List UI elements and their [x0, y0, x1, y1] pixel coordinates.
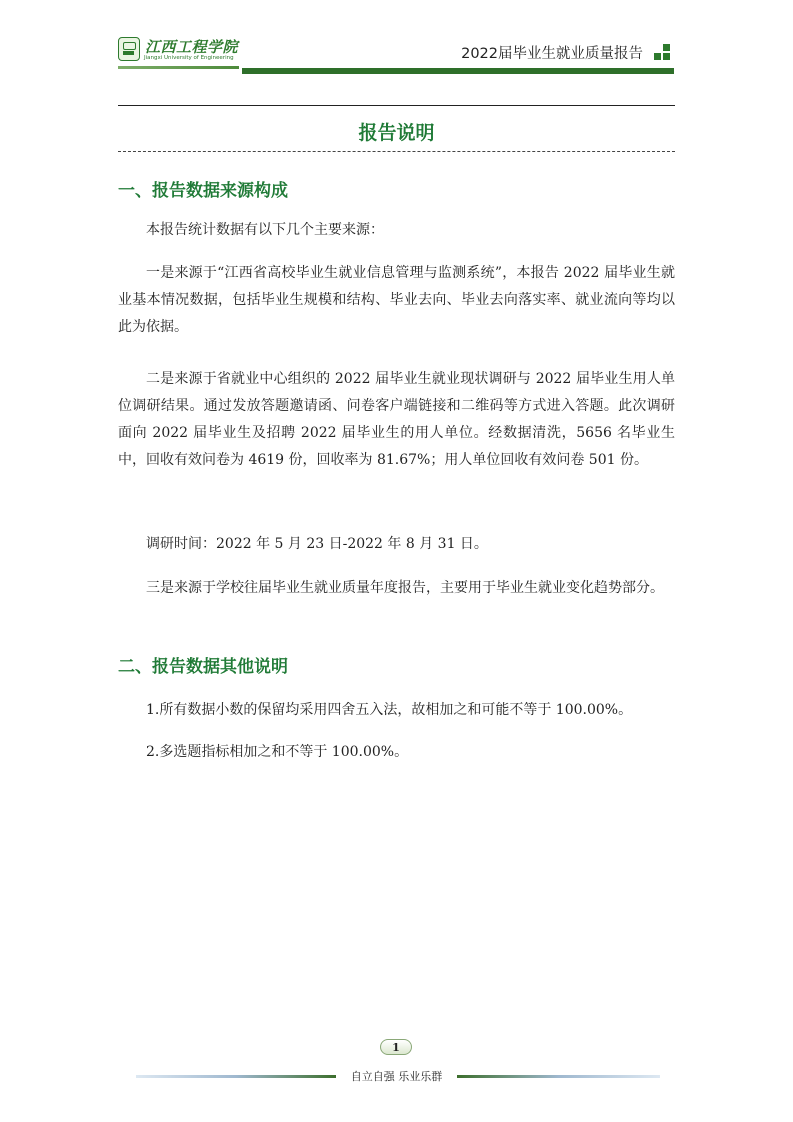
title-rule-dashed	[118, 151, 675, 152]
section-heading-data-sources: 一、报告数据来源构成	[118, 181, 288, 201]
footer-divider-left	[136, 1075, 336, 1078]
paragraph: 本报告统计数据有以下几个主要来源：	[146, 222, 384, 238]
university-logo	[118, 36, 239, 66]
title-rule-top	[118, 105, 675, 106]
paragraph: 调研时间：2022 年 5 月 23 日-2022 年 8 月 31 日。	[146, 536, 488, 552]
paragraph: 二是来源于省就业中心组织的 2022 届毕业生就业现状调研与 2022 届毕业生用人单位调研结果。通过发放答题邀请函、问卷客户端链接和二维码等方式进入答题。此次调研面向 2022 届毕业生及招聘 2022 届毕业生的用人单位。经数据清洗，5656 名毕业生中，回收有效问卷为 4619 份，回收率为 81.67%；用人单位回收有效问卷 501 份。	[118, 371, 675, 468]
header-divider-thin	[118, 66, 239, 69]
section-heading-other-notes: 二、报告数据其他说明	[118, 657, 288, 677]
paragraph: 1.所有数据小数的保留均采用四舍五入法，故相加之和可能不等于 100.00%。	[146, 702, 633, 718]
header-divider-thick	[242, 68, 674, 74]
paragraph: 三是来源于学校往届毕业生就业质量年度报告，主要用于毕业生就业变化趋势部分。	[146, 580, 664, 596]
paragraph: 2.多选题指标相加之和不等于 100.00%。	[146, 744, 409, 760]
report-title: 2022届毕业生就业质量报告	[461, 46, 643, 62]
page-title: 报告说明	[358, 122, 435, 144]
university-emblem-icon	[118, 37, 140, 61]
logo-subtext: Jiangxi University of Engineering	[144, 55, 234, 61]
footer-divider-right	[457, 1075, 660, 1078]
logo-text: 江西工程学院	[145, 38, 239, 56]
page-number: 1	[380, 1039, 412, 1055]
footer-motto: 自立自强 乐业乐群	[350, 1070, 443, 1083]
paragraph: 一是来源于“江西省高校毕业生就业信息管理与监测系统”，本报告 2022 届毕业生就业基本情况数据，包括毕业生规模和结构、毕业去向、毕业去向落实率、就业流向等均以此为依据。	[118, 265, 675, 335]
